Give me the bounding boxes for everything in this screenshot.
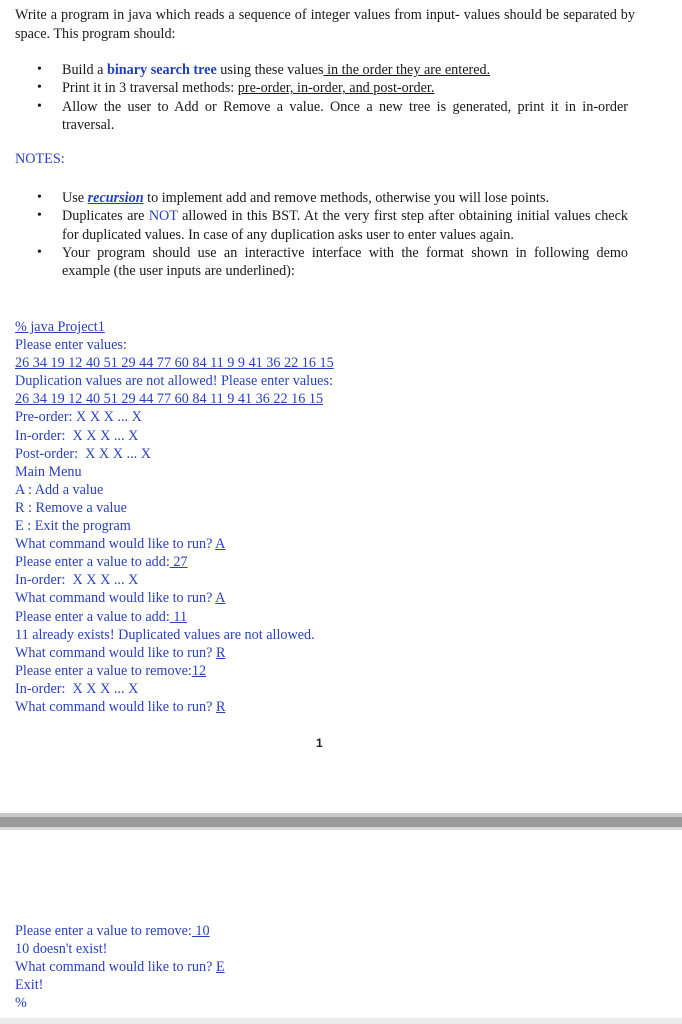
demo-line [15,318,655,336]
demo-transcript-continued [15,922,655,1012]
user-input: % java Project1 [15,319,105,335]
page-bottom-edge [0,1018,682,1024]
text: allowed in this BST. At the very first step after obtaining initial values check for duplicated values. In case of any duplication asks user to enter values again. [62,208,628,243]
demo-line [15,698,655,716]
list-item [0,207,628,244]
demo-line [15,535,655,553]
not-term: NOT [148,208,178,225]
demo-line [15,589,655,607]
demo-line: % [15,995,27,1012]
text: Allow the user to Add or Remove a value. Once a new tree is generated, print it in in-order traversal. [62,98,628,133]
user-input: R [215,698,226,715]
intro-paragraph: Write a program in java which reads a sequence of integer values from input- values should be separated by space. This program should: [15,7,635,42]
user-input: 27 [169,554,188,571]
user-input: E [215,959,225,976]
list-item [0,98,628,135]
prompt: What command would like to run? [15,590,216,607]
text: Use [62,190,88,206]
user-input: 26 34 19 12 40 51 29 44 77 60 84 11 9 41 36 22 16 15 [15,391,324,408]
demo-line: 10 doesn't exist! [15,941,108,958]
user-input: 26 34 19 12 40 51 29 44 77 60 84 11 9 9 41 36 22 16 15 [15,355,334,372]
demo-line: Please enter values: [15,337,127,354]
list-item [0,79,628,97]
demo-line [15,354,655,372]
demo-line [15,553,655,571]
demo-line: Exit! [15,977,44,994]
demo-line: Main Menu [15,463,82,480]
prompt: Please enter a value to remove: [15,923,192,939]
recursion-term: recursion [87,190,144,206]
user-input: 12 [191,662,207,679]
bullet-icon: • [37,80,42,96]
user-input: A [215,536,226,553]
text: Duplicates are [62,208,149,225]
demo-line [15,644,655,662]
user-input: 11 [169,608,188,625]
demo-line: 11 already exists! Duplicated values are not allowed. [15,626,315,643]
text: using these values [216,62,324,78]
prompt: What command would like to run? [15,536,216,553]
page-divider [0,817,682,827]
text: to implement add and remove methods, otherwise you will lose points. [143,190,550,206]
demo-line [15,608,655,626]
user-input: 10 [191,923,210,939]
demo-line [15,662,655,680]
bullet-icon: • [37,98,42,114]
bst-term: binary search tree [106,62,217,78]
list-item [0,189,628,207]
text: Your program should use an interactive interface with the format shown in following demo example (the user inputs are underlined): [62,244,628,280]
demo-line: A : Add a value [15,481,104,498]
bullet-icon: • [37,208,42,224]
order-emphasis: in the order they are entered. [323,62,491,78]
demo-line: Post-order: X X X ... X [15,445,151,462]
demo-line: In-order: X X X ... X [15,680,139,697]
demo-transcript [15,318,655,716]
text: Print it in 3 traversal methods: [62,80,238,97]
notes-list [0,189,682,280]
prompt: What command would like to run? [15,959,216,976]
prompt: Please enter a value to remove: [15,662,192,679]
notes-heading: NOTES: [15,151,65,167]
demo-line [15,922,655,940]
bullet-icon: • [37,190,42,205]
demo-line: Duplication values are not allowed! Please enter values: [15,373,333,390]
demo-line: Pre-order: X X X ... X [15,409,142,426]
demo-line: R : Remove a value [15,499,127,516]
list-item [0,61,628,79]
user-input: R [215,644,226,661]
prompt: What command would like to run? [15,698,216,715]
demo-line [15,390,655,408]
demo-line [15,958,655,976]
user-input: A [215,590,226,607]
prompt: What command would like to run? [15,644,216,661]
text: Build a [62,62,107,78]
traversal-emphasis: pre-order, in-order, and post-order. [237,80,435,97]
demo-line: In-order: X X X ... X [15,427,139,444]
prompt: Please enter a value to add: [15,554,170,571]
bullet-icon: • [37,244,42,260]
demo-line: E : Exit the program [15,518,131,535]
list-item [0,244,628,281]
page-number: 1 [316,736,323,750]
bullet-icon: • [37,62,42,77]
prompt: Please enter a value to add: [15,608,170,625]
demo-line: In-order: X X X ... X [15,572,139,589]
requirements-list [0,61,682,134]
